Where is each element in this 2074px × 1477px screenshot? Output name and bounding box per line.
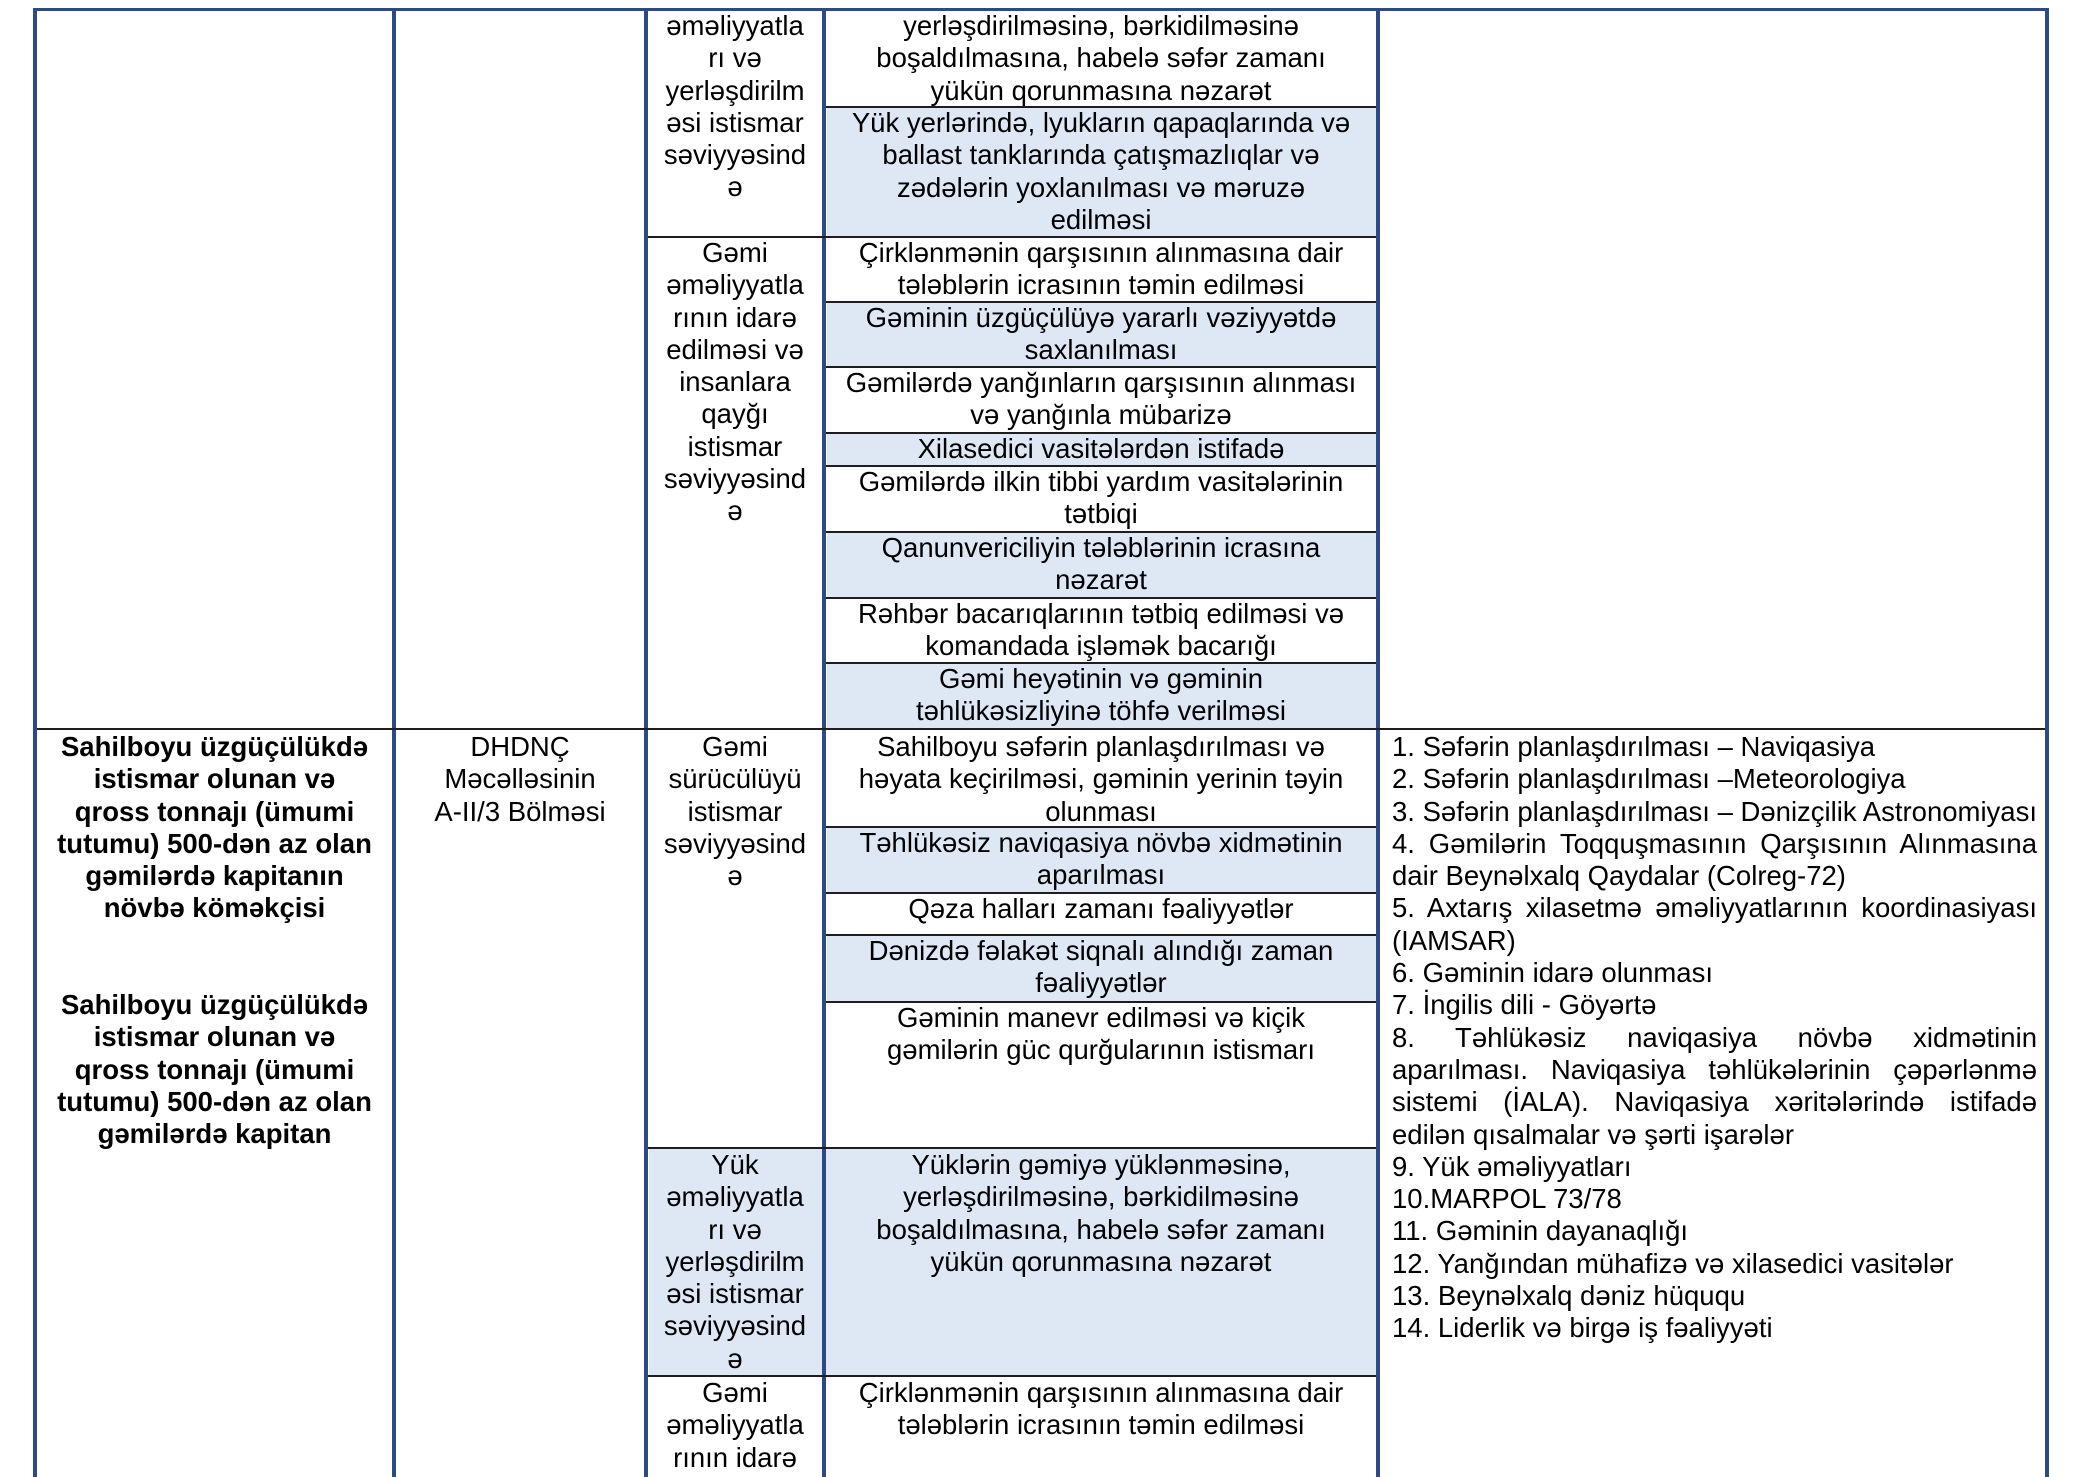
- lower-col3-cargo-level: Yük əməliyyatla rı və yerləşdirilm əsi istismar səviyyəsind ə: [663, 1149, 807, 1374]
- list-item: 14. Liderlik və birgə iş fəaliyyəti: [1392, 1312, 1773, 1344]
- list-item: 1. Səfərin planlaşdırılması – Naviqasiya: [1392, 731, 1876, 762]
- lower-cargo-supervision: Yüklərin gəmiyə yüklənməsinə, yerləşdirilməsinə, bərkidilməsinə boşaldılmasına, habelə səfər zamanı yükün qorunmasına nəzarət: [876, 1149, 1326, 1277]
- exam-subject-list: [1392, 731, 2037, 1371]
- list-item: 3. Səfərin planlaşdırılması – Dənizçilik Astronomiyası: [1392, 795, 2037, 827]
- upper-seaworthiness: Gəminin üzgüçülüyə yararlı vəziyyətdə saxlanılması: [865, 302, 1337, 366]
- stcw-reference: DHDNÇ Məcəlləsinin A-II/3 Bölməsi: [434, 731, 606, 827]
- lower-emergency: Qəza halları zamanı fəaliyyətlər: [908, 893, 1294, 924]
- lower-manoeuvring: Gəminin manevr edilməsi və kiçik gəmilərin güc qurğularının istismarı: [887, 1002, 1315, 1066]
- list-item: 13. Beynəlxalq dəniz hüququ: [1392, 1280, 1746, 1312]
- lower-col3-navigation-level: Gəmi sürücülüyü istismar səviyyəsind ə: [663, 731, 807, 892]
- list-item: 8. Təhlükəsiz naviqasiya növbə xidmətinin aparılması. Naviqasiya təhlükələrinin çəpərlənmə sistemi (İALA). Naviqasiya xəritələrində istifadə edilən qısalmalar və şərti işarələr: [1392, 1021, 2037, 1150]
- upper-crew-safety: Gəmi heyətinin və gəminin təhlükəsizliyinə töhfə verilməsi: [916, 663, 1286, 727]
- list-item: 7. İngilis dili - Göyərtə: [1392, 989, 1657, 1021]
- list-item: 12. Yanğından mühafizə və xilasedici vasitələr: [1392, 1247, 1954, 1279]
- upper-pollution-prevention: Çirklənmənin qarşısının alınmasına dair tələblərin icrasının təmin edilməsi: [858, 237, 1344, 301]
- list-item: 10.MARPOL 73/78: [1392, 1183, 1622, 1215]
- position-title-master: Sahilboyu üzgüçülükdə istismar olunan və qross tonnajı (ümumi tutumu) 500-dən az olan gəmilərdə kapitan: [57, 989, 372, 1150]
- upper-fire-fighting: Gəmilərdə yanğınların qarşısının alınması və yanğınla mübarizə: [845, 367, 1357, 431]
- lower-col3-ship-ops-level: Gəmi əməliyyatla rının idarə: [666, 1377, 804, 1473]
- border-right: [2045, 8, 2049, 1477]
- list-item: 9. Yük əməliyyatları: [1392, 1150, 1632, 1182]
- upper-leadership: Rəhbər bacarıqlarının tətbiq edilməsi və komandada işləmək bacarığı: [857, 598, 1345, 662]
- lower-pollution-prevention: Çirklənmənin qarşısının alınmasına dair tələblərin icrasının təmin edilməsi: [858, 1377, 1344, 1441]
- list-item: 5. Axtarış xilasetmə əməliyyatlarının koordinasiyası (IAMSAR): [1392, 892, 2037, 956]
- upper-cargo-supervision: yerləşdirilməsinə, bərkidilməsinə boşaldılmasına, habelə səfər zamanı yükün qorunmasına nəzarət: [876, 10, 1326, 106]
- lower-passage-planning: Sahilboyu səfərin planlaşdırılması və həyata keçirilməsi, gəminin yerinin təyin olunması: [858, 731, 1344, 826]
- upper-hold-inspection: Yük yerlərində, lyukların qapaqlarında və ballast tanklarında çatışmazlıqlar və zədələrin yoxlanılması və məruzə edilməsi: [851, 107, 1351, 235]
- lower-distress: Dənizdə fəlakət siqnalı alındığı zaman fəaliyyətlər: [868, 935, 1334, 999]
- upper-first-aid: Gəmilərdə ilkin tibbi yardım vasitələrinin tətbiqi: [858, 466, 1344, 530]
- list-item: 6. Gəminin idarə olunması: [1392, 957, 1713, 989]
- lower-safe-watch: Təhlükəsiz naviqasiya növbə xidmətinin aparılması: [859, 827, 1343, 891]
- list-item: 2. Səfərin planlaşdırılması –Meteorologiya: [1392, 763, 1906, 795]
- upper-life-saving: Xilasedici vasitələrdən istifadə: [917, 433, 1285, 464]
- list-item: 11. Gəminin dayanaqlığı: [1392, 1215, 1689, 1247]
- upper-legislation: Qanunvericiliyin tələblərinin icrasına nəzarət: [881, 532, 1321, 596]
- upper-col3-cargo-level: əməliyyatla rı və yerləşdirilm əsi istismar səviyyəsind ə: [663, 10, 807, 203]
- row-line: [37, 728, 2045, 730]
- list-item: 4. Gəmilərin Toqquşmasının Qarşısının Alınmasına dair Beynəlxalq Qaydalar (Colreg-72): [1392, 827, 2037, 892]
- position-title-watch-officer: Sahilboyu üzgüçülükdə istismar olunan və qross tonnajı (ümumi tutumu) 500-dən az olan gəmilərdə kapitanın növbə köməkçisi: [57, 731, 372, 924]
- border-col4: [1376, 8, 1380, 1477]
- upper-col3-ship-ops-level: Gəmi əməliyyatla rının idarə edilməsi və insanlara qayğı istismar səviyyəsind ə: [663, 237, 807, 527]
